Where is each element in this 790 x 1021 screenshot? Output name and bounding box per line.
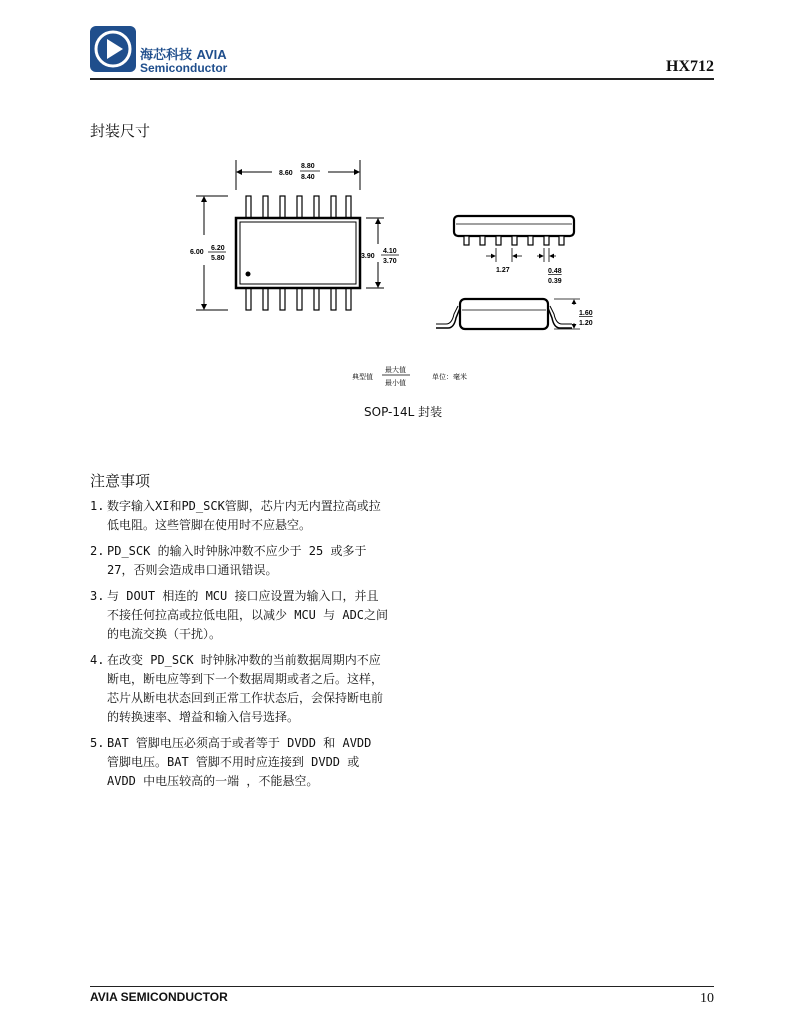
- note-number: 2.: [90, 544, 105, 558]
- logo-text-en: Semiconductor: [140, 61, 228, 75]
- list-item: [90, 734, 390, 791]
- logo-cn-name: 海芯科技: [140, 48, 193, 63]
- footer-company: AVIA SEMICONDUCTOR: [90, 990, 228, 1004]
- package-caption: SOP-14L 封装: [364, 405, 443, 419]
- legend-min: 最小值: [385, 380, 406, 387]
- pin1-marker: [246, 272, 251, 277]
- body-dimension: [361, 218, 399, 288]
- note-text: 在改变 PD_SCK 时钟脉冲数的当前数据周期内不应断电，断电应等到下一个数据周期或者之后。这样，芯片从断电状态回到正常工作状态后，会保持断电前的转换速率、增益和输入信号选择。: [107, 653, 384, 724]
- height-min-label: 1.20: [579, 320, 593, 327]
- note-number: 3.: [90, 589, 105, 603]
- package-diagram: [0, 0, 790, 440]
- width-typ-label: 8.60: [279, 170, 293, 177]
- page-number: 10: [700, 991, 714, 1006]
- list-item: [90, 497, 390, 535]
- side-view-pitch: [454, 216, 574, 285]
- note-number: 1.: [90, 499, 105, 513]
- side-view-height: [436, 299, 593, 329]
- body-typ-label: 3.90: [361, 253, 375, 260]
- pitch-label: 1.27: [496, 267, 510, 274]
- width-dimension: [236, 160, 360, 190]
- legend-max: 最大值: [385, 367, 406, 374]
- height-max-label: 1.60: [579, 310, 593, 317]
- list-item: [90, 651, 390, 727]
- section-title-notes: 注意事项: [90, 472, 151, 490]
- note-number: 4.: [90, 653, 105, 667]
- span-dimension: [190, 196, 228, 310]
- span-min-label: 5.80: [211, 255, 225, 262]
- list-item: [90, 587, 390, 644]
- note-text: BAT 管脚电压必须高于或者等于 DVDD 和 AVDD 管脚电压。BAT 管脚不用时应连接到 DVDD 或 AVDD 中电压较高的一端 ，不能悬空。: [107, 736, 372, 788]
- legend-typical: 典型值: [352, 374, 373, 381]
- body-max-label: 4.10: [383, 248, 397, 255]
- note-text: 数字输入XI和PD_SCK管脚，芯片内无内置拉高或拉低电阻。这些管脚在使用时不应悬空。: [107, 499, 381, 532]
- width-max-label: 8.80: [301, 163, 315, 170]
- span-typ-label: 6.00: [190, 249, 204, 256]
- note-text: PD_SCK 的输入时钟脉冲数不应少于 25 或多于 27，否则会造成串口通讯错误。: [107, 544, 367, 577]
- notes-list: [90, 497, 390, 798]
- list-item: [90, 542, 390, 580]
- chip-body-top: [236, 218, 360, 288]
- top-pins: [246, 196, 351, 218]
- span-max-label: 6.20: [211, 245, 225, 252]
- footer-divider: [90, 986, 714, 987]
- logo-brand: AVIA: [196, 47, 227, 62]
- bottom-pins: [246, 288, 351, 310]
- note-text: 与 DOUT 相连的 MCU 接口应设置为输入口，并且不接任何拉高或拉低电阻，以减少 MCU 与 ADC之间的电流交换（干扰）。: [107, 589, 389, 641]
- document-id: HX712: [666, 58, 714, 75]
- lead-min-label: 0.39: [548, 278, 562, 285]
- lead-max-label: 0.48: [548, 268, 562, 275]
- legend-unit: 单位：毫米: [432, 374, 467, 381]
- width-min-label: 8.40: [301, 174, 315, 181]
- note-number: 5.: [90, 736, 105, 750]
- section-title-package: 封装尺寸: [90, 122, 151, 140]
- dimension-legend: [352, 365, 467, 387]
- body-min-label: 3.70: [383, 258, 397, 265]
